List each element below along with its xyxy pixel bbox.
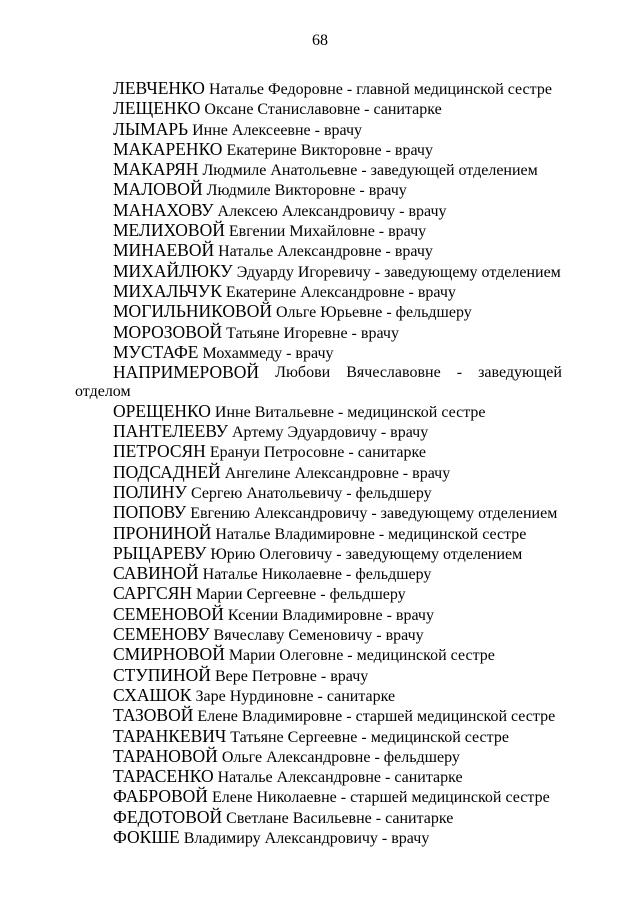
justified-line [75, 363, 562, 382]
list-item [75, 201, 562, 221]
entry-details: Ангелине Александровне - врачу [220, 464, 451, 482]
list-item [75, 402, 562, 422]
entry-surname: ФОКШЕ [113, 826, 180, 847]
list-item [75, 666, 562, 686]
entry-surname: ФАБРОВОЙ [113, 786, 208, 807]
entry-details: Ольге Юрьевне - фельдшеру [271, 304, 472, 322]
entry-details: Марии Сергеевне - фельдшеру [192, 586, 406, 604]
entry-details: Вячеславу Семеновичу - врачу [209, 627, 424, 645]
entry-surname: ПОПОВУ [113, 502, 187, 523]
entry-surname: МОГИЛЬНИКОВОЙ [113, 301, 272, 322]
entry-details: Татьяне Игоревне - врачу [222, 324, 399, 342]
entry-details: Елене Николаевне - старшей медицинской сестре [207, 789, 550, 807]
entry-details: Людмиле Анатольевне - заведующей отделением [198, 162, 538, 180]
entry-details: Наталье Федоровне - главной медицинской сестре [204, 81, 552, 98]
entry-surname: ТАРАНКЕВИЧ [113, 725, 227, 746]
list-item [75, 625, 562, 645]
entry-details: Марии Олеговне - медицинской сестре [224, 647, 495, 665]
entry-details: Евгению Александровичу - заведующему отделением [186, 505, 558, 523]
entry-details: Оксане Станиславовне - санитарке [200, 101, 442, 119]
award-list [75, 79, 562, 848]
entry-surname: МАНАХОВУ [113, 199, 214, 220]
entry-surname: САВИНОЙ [113, 563, 199, 584]
entry-details: Заре Нурдиновне - санитарке [191, 687, 396, 705]
entry-surname: САРГСЯН [113, 583, 193, 604]
entry-surname: МОРОЗОВОЙ [113, 321, 223, 342]
entry-surname: ЛЕЩЕНКО [113, 98, 201, 119]
list-item [75, 544, 562, 564]
entry-details: Ерануи Петросовне - санитарке [205, 444, 426, 462]
entry-word: заведующей [478, 364, 562, 382]
entry-surname: ЛЫМАРЬ [113, 118, 189, 139]
entry-details: Наталье Александровне - врачу [214, 243, 433, 261]
entry-surname: СЕМЕНОВОЙ [113, 603, 224, 624]
entry-details: Ксении Владимировне - врачу [223, 606, 434, 624]
entry-details: Елене Владимировне - старшей медицинской сестре [193, 708, 556, 726]
list-item [75, 605, 562, 625]
list-item [75, 363, 562, 402]
entry-surname: ТАРАСЕНКО [113, 766, 214, 787]
list-item [75, 787, 562, 807]
entry-surname: ТАРАНОВОЙ [113, 745, 218, 766]
entry-details: Светлане Васильевне - санитарке [222, 809, 454, 827]
entry-surname: ПОДСАДНЕЙ [113, 461, 221, 482]
entry-word: Любови [275, 364, 331, 382]
page-number: 68 [312, 32, 328, 49]
entry-surname: СТУПИНОЙ [113, 664, 211, 685]
entry-surname: МАЛОВОЙ [113, 179, 203, 200]
entry-details: Людмиле Викторовне - врачу [202, 182, 407, 200]
entry-surname: ЛЕВЧЕНКО [113, 78, 205, 98]
entry-surname: МИХАЛЬЧУК [113, 280, 222, 301]
list-item [75, 343, 562, 363]
entry-details: Вере Петровне - врачу [210, 667, 369, 685]
list-item [75, 120, 562, 140]
entry-details: Наталье Николаевне - фельдшеру [198, 566, 432, 584]
list-item [75, 686, 562, 706]
entry-surname: МЕЛИХОВОЙ [113, 220, 225, 241]
entry-details: Наталье Владимировне - медицинской сестре [211, 525, 527, 543]
list-item [75, 706, 562, 726]
entry-surname: НАПРИМЕРОВОЙ [113, 362, 260, 383]
entry-details: Инне Алексеевне - врачу [188, 121, 363, 139]
entry-surname: РЫЦАРЕВУ [113, 542, 207, 563]
list-item [75, 503, 562, 523]
award-list-part-1 [75, 79, 562, 363]
entry-details: Эдуарду Игоревичу - заведующему отделением [232, 263, 561, 281]
list-item [75, 463, 562, 483]
list-item [75, 241, 562, 261]
list-item [75, 79, 562, 99]
entry-surname: МАКАРЕНКО [113, 138, 223, 159]
list-item [75, 442, 562, 462]
entry-surname: ОРЕЩЕНКО [113, 400, 211, 421]
entry-details: Алексею Александровичу - врачу [213, 202, 447, 220]
list-item [75, 160, 562, 180]
entry-word: Вячеславовне [346, 364, 441, 382]
entry-details: Владимиру Александровичу - врачу [179, 829, 430, 847]
entry-surname: МИНАЕВОЙ [113, 240, 215, 261]
list-item [75, 323, 562, 343]
entry-surname: СМИРНОВОЙ [113, 644, 225, 665]
entry-surname: СЕМЕНОВУ [113, 624, 210, 645]
list-item [75, 302, 562, 322]
entry-surname: МИХАЙЛЮКУ [113, 260, 233, 281]
entry-details: Артему Эдуардовичу - врачу [227, 424, 429, 442]
list-item [75, 140, 562, 160]
entry-details: Инне Витальевне - медицинской сестре [210, 403, 486, 421]
entry-details: Наталье Александровне - санитарке [213, 769, 463, 787]
list-item [75, 282, 562, 302]
entry-details: Екатерине Викторовне - врачу [222, 141, 433, 159]
list-item [75, 221, 562, 241]
list-item [75, 483, 562, 503]
entry-surname: ПОЛИНУ [113, 481, 187, 502]
entry-details: Ольге Александровне - фельдшеру [217, 748, 460, 766]
entry-surname: ПАНТЕЛЕЕВУ [113, 421, 228, 442]
entry-surname: ФЕДОТОВОЙ [113, 806, 223, 827]
entry-details: Евгении Михайловне - врачу [224, 223, 427, 241]
entry-surname: ПРОНИНОЙ [113, 522, 212, 543]
list-item [75, 727, 562, 747]
list-item [75, 747, 562, 767]
entry-details: Мохаммеду - врачу [198, 344, 334, 362]
list-item [75, 808, 562, 828]
list-item [75, 524, 562, 544]
entry-continuation: отделом [75, 383, 131, 401]
entry-surname: ТАЗОВОЙ [113, 705, 194, 726]
entry-details: Сергею Анатольевичу - фельдшеру [186, 484, 432, 502]
list-item [75, 180, 562, 200]
entry-details: Юрию Олеговичу - заведующему отделением [206, 545, 523, 563]
list-item [75, 645, 562, 665]
list-item [75, 422, 562, 442]
entry-dash: - [456, 364, 463, 382]
entry-surname: ПЕТРОСЯН [113, 441, 206, 462]
entry-details: Татьяне Сергеевне - медицинской сестре [226, 728, 509, 746]
list-item [75, 262, 562, 282]
entry-details: Екатерине Александровне - врачу [221, 283, 456, 301]
list-item [75, 828, 562, 848]
entry-surname: МАКАРЯН [113, 159, 199, 180]
list-item [75, 564, 562, 584]
list-item [75, 584, 562, 604]
entry-surname: СХАШОК [113, 684, 192, 705]
list-item [75, 99, 562, 119]
award-list-part-2 [75, 402, 562, 849]
list-item [75, 767, 562, 787]
entry-surname: МУСТАФЕ [113, 341, 199, 362]
